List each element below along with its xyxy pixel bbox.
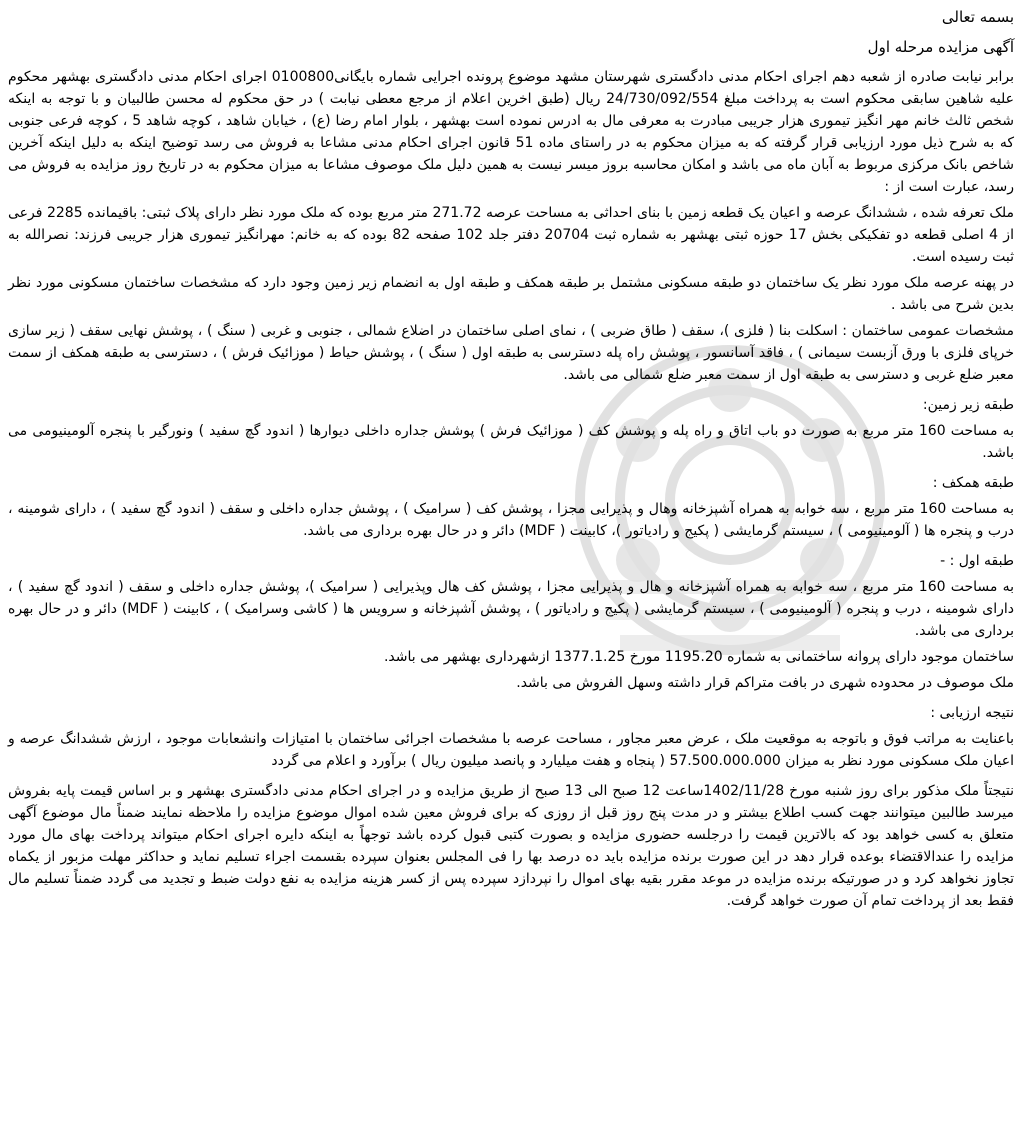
- paragraph-location: ملک موصوف در محدوده شهری در بافت متراکم قرار داشته وسهل الفروش می باشد.: [516, 675, 1014, 691]
- paragraph-valuation: باعنایت به مراتب فوق و باتوجه به موقعیت ملک ، عرض معبر مجاور ، مساحت عرصه با مشخصات اجرائی ساختمان با امتیازات وانشعابات موجود ، ارزش ششدانگ عرصه و اعیان ملک مسکونی مورد نظر به میزان 57.500.000.000 ( پنجاه و هفت میلیارد و پانصد میلیون ریال ) برآورد و اعلام می گردد: [8, 731, 1014, 769]
- paragraph-general-specs: مشخصات عمومی ساختمان : اسکلت بنا ( فلزی )، سقف ( طاق ضربی ) ، نمای اصلی ساختمان در اضلاع شمالی ، جنوبی و غربی ( سنگ ) ، پوشش نهایی سقف ( زیر سازی خرپای فلزی با ورق آزبست سیمانی ) ، فاقد آسانسور ، پوشش راه پله دسترسی به طبقه اول ( سنگ ) ، پوشش حیاط ( موزائیک فرش ) ، دسترسی به طبقه همکف از سمت معبر ضلع غربی و دسترسی به طبقه اول از سمت معبر ضلع شمالی می باشد.: [8, 323, 1014, 383]
- document-header-basmala: بسمه تعالی: [941, 8, 1014, 26]
- heading-ground-floor: طبقه همکف :: [932, 475, 1014, 491]
- heading-basement: طبقه زیر زمین:: [922, 397, 1014, 413]
- paragraph-ground-floor: به مساحت 160 متر مربع ، سه خوابه به همراه آشپزخانه وهال و پذیرایی مجزا ، پوشش کف ( سرامیک ) ، پوشش جداره داخلی و سقف ( اندود گچ سفید ) ، دارای شومینه ، درب و پنجره ها ( آلومینیومی ) ، سیستم گرمایشی ( پکیج و رادیاتور )، کابینت ( MDF) دائر و در حال بهره برداری می باشد.: [8, 501, 1014, 539]
- heading-valuation-result: نتیجه ارزیابی :: [930, 705, 1014, 721]
- paragraph-building-overview: در پهنه عرصه ملک مورد نظر یک ساختمان دو طبقه مسکونی مشتمل بر طبقه همکف و طبقه اول به انضمام زیر زمین وجود دارد که مشخصات ساختمان مسکونی مورد نظر بدین شرح می باشد .: [8, 275, 1014, 313]
- paragraph-intro: برابر نیابت صادره از شعبه دهم اجرای احکام مدنی دادگستری شهرستان مشهد موضوع پرونده اجرایی شماره بایگانی0100800 اجرای احکام مدنی دادگستری بهشهر محکوم علیه شاهین سابقی محکوم است به پرداخت مبلغ 24/730/092/554 ریال (طبق اخرین اعلام از مرجع معطی نیابت ) در حق محکوم له محسن طالبیان و با توجه به اینکه شخص ثالث خانم مهر انگیز تیموری هزار جریبی مبادرت به معرفی مال به ادرس نموده است بهشهر ، بلوار امام رضا (ع) ، خیابان شاهد ، کوچه شاهد 5 ، کوچه فرعی جنوبی که به شرح ذیل مورد ارزیابی قرار گرفته که به میزان محکوم به در راستای ماده 51 قانون اجرای احکام مدنی مشاعا به فروش می رسد توضیح اینکه به دلیل اینکه آخرین شاخص بانک مرکزی مربوط به آبان ماه می باشد و امکان محاسبه بروز میسر نیست به همین دلیل ملک موصوف مشاعا به میزان محکوم به در تاریخ روز مزایده به فروش می رسد، عبارت است از :: [8, 69, 1014, 195]
- document-title: آگهی مزایده مرحله اول: [867, 38, 1014, 56]
- heading-first-floor: طبقه اول : -: [940, 553, 1014, 569]
- document-body: [8, 6, 1014, 916]
- paragraph-first-floor: به مساحت 160 متر مربع ، سه خوابه به همراه آشپزخانه و هال و پذیرایی مجزا ، پوشش کف هال وپذیرایی ( سرامیک )، پوشش جداره داخلی و سقف ( اندود گچ سفید ) ، دارای شومینه ، درب و پنجره ( آلومینیومی ) ، سیستم گرمایشی ( پکیج و رادیاتور ) ، پوشش آشپزخانه و سرویس ها ( کاشی وسرامیک ) ، کابینت ( MDF) دائر و در حال بهره برداری می باشد.: [8, 579, 1014, 639]
- paragraph-basement: به مساحت 160 متر مربع به صورت دو باب اتاق و راه پله و پوشش کف ( موزائیک فرش ) پوشش جداره داخلی دیوارها ( اندود گچ سفید ) ونورگیر با پنجره آلومینیومی می باشد.: [8, 423, 1014, 461]
- paragraph-property-title: ملک تعرفه شده ، ششدانگ عرصه و اعیان یک قطعه زمین با بنای احداثی به مساحت عرصه 271.72 متر مربع بوده که ملک مورد نظر دارای پلاک ثبتی: باقیمانده 2285 فرعی از 4 اصلی قطعه دو تفکیکی بخش 17 حوزه ثبتی بهشهر به شماره ثبت 20704 دفتر جلد 102 صفحه 82 بوده که به خانم: مهرانگیز تیموری هزار جریبی فرزند: نصرالله به ثبت رسیده است.: [8, 205, 1014, 265]
- paragraph-auction-terms: نتیجتاً ملک مذکور برای روز شنبه مورخ 1402/11/28ساعت 12 صبح الی 13 صبح از طریق مزایده و در اجرای احکام مدنی دادگستری بهشهر و بر اساس قیمت پایه بفروش میرسد طالبین میتوانند جهت کسب اطلاع بیشتر و در مدت پنج روز قبل از روزی که برای فروش معین شده اموال موضوع مزایده را ملاحظه نمایند ضمناً مال موضوع آگهی متعلق به کسی خواهد بود که بالاترین قیمت را درجلسه حضوری مزایده و بصورت کتبی قبول کرده باشد توجهاً به اینکه دایره اجرای احکام میتواند پرداخت بهای مال مورد مزایده را عندالاقتضاء بوعده قرار دهد در این صورت برنده مزایده باید ده درصد بها را فی المجلس بعنوان سپرده بقسمت اجراء تسلیم نماید و حداکثر مهلت مزبور از یکماه تجاوز نخواهد کرد و در صورتیکه برنده مزایده در موعد مقرر بقیه بهای اموال را نپردازد سپرده پس از کسر هزینه مزایده به نفع دولت ضبط و تجدید می گردد ضمناً تسلیم مال فقط بعد از پرداخت تمام آن صورت خواهد گرفت.: [8, 783, 1014, 909]
- paragraph-building-permit: ساختمان موجود دارای پروانه ساختمانی به شماره 1195.20 مورخ 1377.1.25 ازشهرداری بهشهر می باشد.: [383, 649, 1014, 665]
